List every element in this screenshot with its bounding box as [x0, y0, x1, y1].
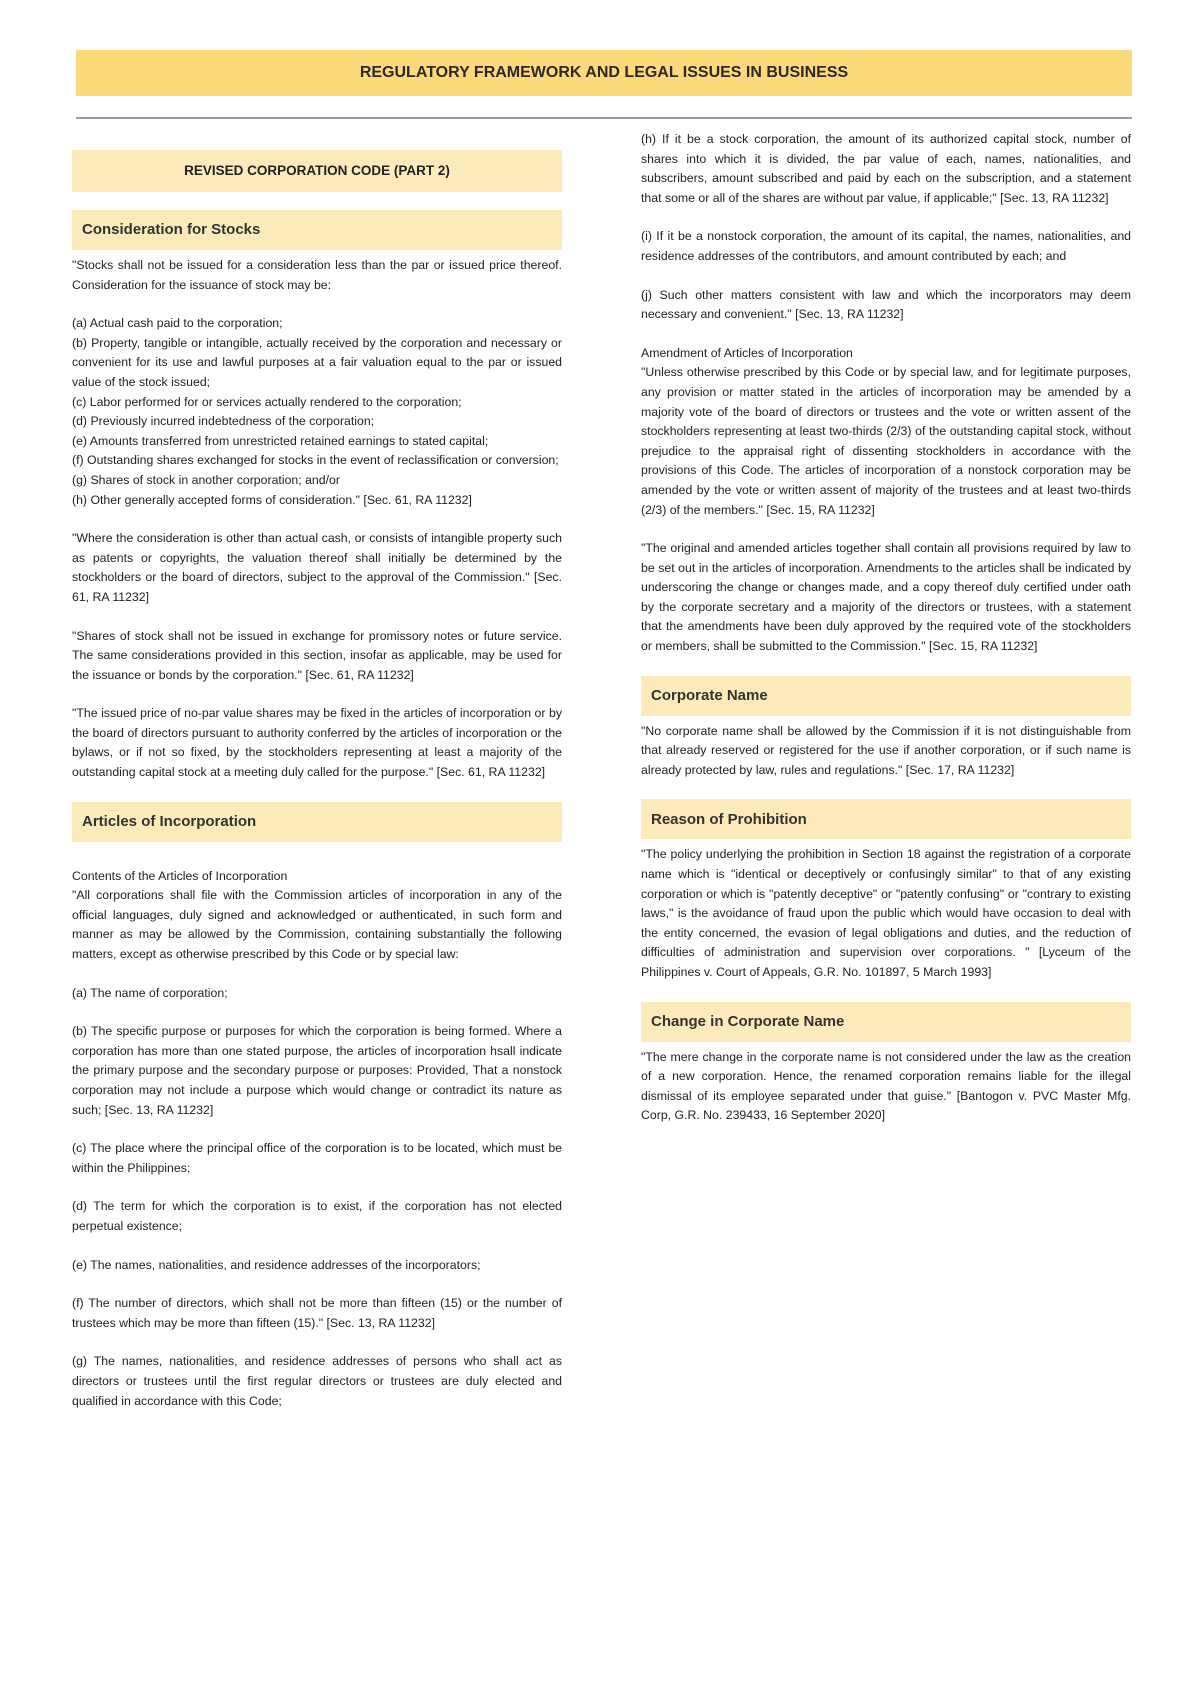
consideration-item: (e) Amounts transferred from unrestricted retained earnings to stated capital;: [72, 433, 489, 448]
articles-item: (g) The names, nationalities, and residence addresses of persons who shall act as directors or trustees until the first regular directors or trustees are duly elected and qualified in accordance with this Code;: [72, 1354, 562, 1408]
articles-item: (d) The term for which the corporation is to exist, if the corporation has not elected perpetual existence;: [72, 1199, 562, 1233]
page-header-title: REGULATORY FRAMEWORK AND LEGAL ISSUES IN BUSINESS: [359, 64, 849, 81]
section-heading-consideration: Consideration for Stocks: [72, 210, 562, 250]
articles-item: (h) If it be a stock corporation, the amount of its authorized capital stock, number of shares into which it is divided, the par value of each, names, nationalities, and subscribers, amount subscribed and paid by each on the subscription, and a statement that some or all of the shares are without par value, if applicable;" [Sec. 13, RA 11232]: [641, 132, 1131, 205]
section-heading-prohibition: Reason of Prohibition: [641, 799, 1131, 839]
consideration-item: (c) Labor performed for or services actually rendered to the corporation;: [72, 394, 462, 409]
consideration-paragraph: "Shares of stock shall not be issued in exchange for promissory notes or future service. The same considerations provided in this section, insofar as applicable, may be used for the issuance or bonds by the corporation." [Sec. 61, RA 11232]: [72, 628, 562, 682]
consideration-item: (b) Property, tangible or intangible, actually received by the corporation and necessary or convenient for its use and lawful purposes at a fair valuation equal to the par or issued value of the stock issued;: [72, 335, 562, 389]
prohibition-text: "The policy underlying the prohibition in Section 18 against the registration of a corporate name which is "identical or deceptively or confusingly similar" to that of any existing corporation or which is "patently deceptive" or "patently confusing" or "contrary to existing laws," is the avoidance of fraud upon the public which would have occasion to deal with the entity concerned, the evasion of legal obligations and duties, and the reduction of difficulties of administration and supervision over corporations. " [Lyceum of the Philippines v. Court of Appeals, G.R. No. 101897, 5 March 1993]: [641, 847, 1131, 979]
articles-item: (c) The place where the principal office of the corporation is to be located, which must be within the Philippines;: [72, 1141, 562, 1175]
articles-item: (i) If it be a nonstock corporation, the amount of its capital, the names, nationalities, and residence addresses of the contributors, and amount contributed by each; and: [641, 229, 1131, 263]
page-header-banner: [76, 50, 1132, 96]
articles-item: (a) The name of corporation;: [72, 985, 228, 1000]
amendment-paragraph: "Unless otherwise prescribed by this Code or by special law, and for legitimate purposes, any provision or matter stated in the articles of incorporation may be amended by a majority vote of the board of directors or trustees and the vote or written assent of the stockholders representing at least two-thirds (2/3) of the outstanding capital stock, without prejudice to the appraisal right of dissenting stockholders in accordance with the provisions of this Code. The articles of incorporation of a nonstock corporation may be amended by the vote or written assent of majority of the trustees and at least two-thirds (2/3) of the members." [Sec. 15, RA 11232]: [641, 365, 1131, 517]
consideration-paragraph: "The issued price of no-par value shares may be fixed in the articles of incorporation or by the board of directors pursuant to authority conferred by the articles of incorporation or the bylaws, or if not so fixed, by the stockholders representing at least a majority of the outstanding capital stock at a meeting duly called for the purpose." [Sec. 61, RA 11232]: [72, 706, 562, 780]
consideration-intro: "Stocks shall not be issued for a consideration less than the par or issued price thereof. Consideration for the issuance of stock may be:: [72, 258, 562, 292]
articles-subheading: Contents of the Articles of Incorporation: [72, 868, 288, 883]
section-heading-change-name: Change in Corporate Name: [641, 1002, 1131, 1042]
articles-item: (j) Such other matters consistent with law and which the incorporators may deem necessary and convenient." [Sec. 13, RA 11232]: [641, 287, 1131, 322]
header-divider: [76, 117, 1132, 119]
consideration-paragraph: "Where the consideration is other than actual cash, or consists of intangible property such as patents or copyrights, the valuation thereof shall initially be determined by the stockholders or the board of directors, subject to the approval of the Commission." [Sec. 61, RA 11232]: [72, 531, 562, 604]
corporate-name-text: "No corporate name shall be allowed by the Commission if it is not distinguishable from that already reserved or registered for the use if another corporation, or if such name is already protected by law, rules and regulations." [Sec. 17, RA 11232]: [641, 723, 1131, 777]
articles-item: (b) The specific purpose or purposes for which the corporation is being formed. Where a corporation has more than one stated purpose, the articles of incorporation hsall indicate the primary purpose and the secondary purpose or purposes: Provided, That a nonstock corporation may not include a purpose which would change or contradict its nature as such; [Sec. 13, RA 11232]: [72, 1024, 562, 1117]
articles-item: (f) The number of directors, which shall not be more than fifteen (15) or the number of trustees which may be more than fifteen (15)." [Sec. 13, RA 11232]: [72, 1296, 562, 1330]
articles-item: (e) The names, nationalities, and residence addresses of the incorporators;: [72, 1257, 481, 1272]
right-column: [641, 130, 1131, 1145]
section-heading-corporate-name: Corporate Name: [641, 676, 1131, 716]
consideration-item: (h) Other generally accepted forms of consideration." [Sec. 61, RA 11232]: [72, 492, 472, 507]
document-title: REVISED CORPORATION CODE (PART 2): [72, 150, 562, 192]
amendment-subheading: Amendment of Articles of Incorporation: [641, 345, 853, 360]
section-heading-articles: Articles of Incorporation: [72, 802, 562, 842]
change-name-text: "The mere change in the corporate name is not considered under the law as the creation of a new corporation. Hence, the renamed corporation remains liable for the illegal dismissal of its employee separated under that guise." [Bantogon v. PVC Master Mfg. Corp, G.R. No. 239433, 16 September 2020]: [641, 1049, 1131, 1123]
consideration-item: (f) Outstanding shares exchanged for stocks in the event of reclassification or conversion;: [72, 453, 559, 468]
consideration-item: (a) Actual cash paid to the corporation;: [72, 316, 283, 331]
consideration-item: (g) Shares of stock in another corporation; and/or: [72, 472, 340, 487]
left-column: [72, 130, 562, 1430]
consideration-item: (d) Previously incurred indebtedness of the corporation;: [72, 414, 375, 429]
articles-intro: "All corporations shall file with the Commission articles of incorporation in any of the official languages, duly signed and acknowledged or authenticated, in such form and manner as may be allowed by the Commission, containing substantially the following matters, except as otherwise prescribed by this Code or by special law:: [72, 888, 562, 962]
amendment-paragraph: "The original and amended articles together shall contain all provisions required by law to be set out in the articles of incorporation. Amendments to the articles shall be indicated by underscoring the change or changes made, and a copy thereof duly certified under oath by the corporate secretary and a majority of the directors or trustees, with a statement that the amendments have been duly approved by the required vote of the stockholders or members, shall be submitted to the Commission." [Sec. 15, RA 11232]: [641, 541, 1131, 654]
